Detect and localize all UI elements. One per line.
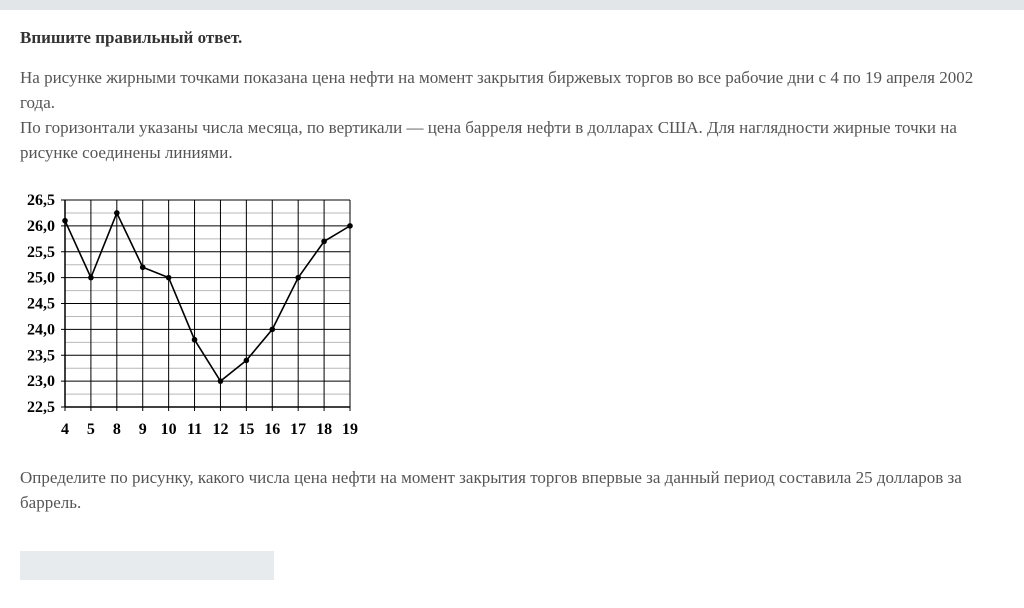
data-point bbox=[218, 378, 224, 384]
y-tick-label: 26,5 bbox=[27, 192, 55, 209]
data-point bbox=[269, 327, 275, 333]
y-tick-label: 23,5 bbox=[27, 347, 55, 365]
y-tick-label: 24,5 bbox=[27, 295, 55, 313]
data-point bbox=[321, 239, 327, 245]
x-tick-label: 12 bbox=[212, 421, 229, 438]
question-paragraph-2: По горизонтали указаны числа месяца, по вертикали — цена барреля нефти в долларах США. Для наглядности жирные точки на рисунке соединены линиями. bbox=[20, 118, 957, 162]
data-point bbox=[295, 275, 301, 281]
x-tick-label: 9 bbox=[138, 421, 147, 438]
data-point bbox=[244, 358, 250, 364]
x-tick-label: 10 bbox=[160, 421, 177, 438]
top-bar bbox=[0, 0, 1024, 10]
question-paragraph-1: На рисунке жирными точками показана цена нефти на момент закрытия биржевых торгов во все рабочие дни с 4 по 19 апреля 2002 года. bbox=[20, 68, 974, 112]
x-tick-label: 15 bbox=[238, 421, 255, 438]
data-point bbox=[347, 223, 353, 229]
x-tick-label: 11 bbox=[186, 421, 203, 438]
x-tick-label: 4 bbox=[61, 421, 69, 438]
y-tick-label: 22,5 bbox=[27, 399, 55, 416]
y-tick-label: 26,0 bbox=[27, 217, 55, 235]
price-line bbox=[65, 213, 350, 381]
y-tick-label: 25,5 bbox=[27, 243, 55, 261]
data-point bbox=[114, 210, 120, 216]
y-tick-label: 24,0 bbox=[27, 321, 55, 339]
x-tick-label: 8 bbox=[112, 421, 121, 438]
oil-price-chart bbox=[14, 188, 364, 440]
x-tick-label: 17 bbox=[290, 421, 307, 438]
x-tick-label: 18 bbox=[316, 421, 333, 438]
data-point bbox=[166, 275, 172, 281]
x-tick-label: 19 bbox=[342, 421, 358, 438]
data-point bbox=[62, 218, 68, 224]
answer-input[interactable] bbox=[20, 551, 274, 580]
data-point bbox=[140, 264, 146, 270]
x-tick-label: 5 bbox=[86, 421, 95, 438]
data-point bbox=[192, 337, 198, 343]
instruction-text: Впишите правильный ответ. bbox=[20, 28, 243, 47]
question-prompt: Определите по рисунку, какого числа цена нефти на момент закрытия торгов впервые за данный период составила 25 долларов за баррель. bbox=[20, 468, 962, 512]
y-tick-label: 23,0 bbox=[27, 373, 55, 391]
x-tick-label: 16 bbox=[264, 421, 281, 438]
y-tick-label: 25,0 bbox=[27, 269, 55, 287]
data-point bbox=[88, 275, 94, 281]
